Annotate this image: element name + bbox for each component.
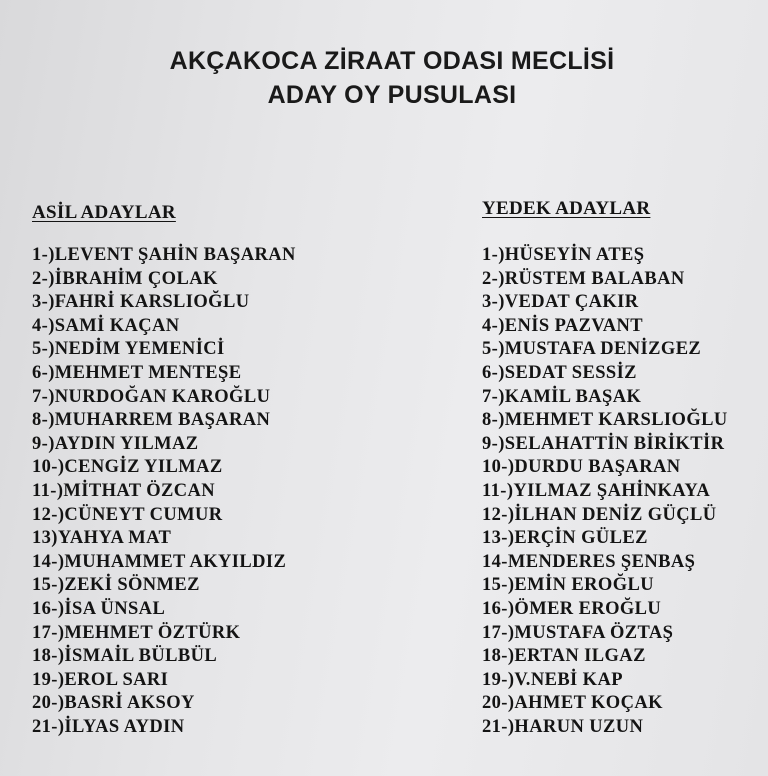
yedek-candidate-item: 9-)SELAHATTİN BİRİKTİR — [482, 433, 725, 454]
asil-candidate-item: 11-)MİTHAT ÖZCAN — [32, 480, 216, 501]
title-line-1: AKÇAKOCA ZİRAAT ODASI MECLİSİ — [169, 47, 615, 75]
asil-candidate-item: 14-)MUHAMMET AKYILDIZ — [32, 551, 287, 572]
asil-candidate-item: 5-)NEDİM YEMENİCİ — [32, 339, 225, 360]
yedek-candidate-item: 16-)ÖMER EROĞLU — [482, 598, 662, 619]
asil-candidate-item: 3-)FAHRİ KARSLIOĞLU — [32, 292, 250, 313]
yedek-candidate-item: 10-)DURDU BAŞARAN — [482, 457, 681, 478]
asil-candidate-item: 13)YAHYA MAT — [32, 528, 172, 549]
asil-candidates-column — [32, 196, 296, 739]
yedek-candidate-item: 17-)MUSTAFA ÖZTAŞ — [482, 622, 674, 643]
asil-candidate-list — [32, 244, 296, 739]
document-title — [8, 44, 768, 112]
asil-heading: ASİL ADAYLAR — [32, 202, 176, 223]
yedek-heading: YEDEK ADAYLAR — [482, 198, 651, 219]
yedek-candidate-item: 15-)EMİN EROĞLU — [482, 575, 654, 596]
yedek-candidate-list — [482, 244, 728, 739]
asil-candidate-item: 10-)CENGİZ YILMAZ — [32, 457, 223, 478]
asil-candidate-item: 6-)MEHMET MENTEŞE — [32, 362, 242, 383]
yedek-candidate-item: 1-)HÜSEYİN ATEŞ — [482, 245, 645, 265]
yedek-candidate-item: 2-)RÜSTEM BALABAN — [482, 268, 685, 289]
asil-candidate-item: 2-)İBRAHİM ÇOLAK — [32, 268, 218, 289]
yedek-candidate-item: 5-)MUSTAFA DENİZGEZ — [482, 339, 702, 360]
yedek-candidates-column — [482, 196, 728, 739]
asil-candidate-item: 9-)AYDIN YILMAZ — [32, 433, 199, 454]
asil-candidate-item: 15-)ZEKİ SÖNMEZ — [32, 575, 200, 596]
yedek-candidate-item: 14-MENDERES ŞENBAŞ — [482, 551, 696, 572]
asil-candidate-item: 12-)CÜNEYT CUMUR — [32, 504, 223, 525]
yedek-candidate-item: 21-)HARUN UZUN — [482, 716, 644, 737]
asil-candidate-item: 4-)SAMİ KAÇAN — [32, 315, 180, 336]
asil-candidate-item: 18-)İSMAİL BÜLBÜL — [32, 646, 218, 667]
asil-candidate-item: 20-)BASRİ AKSOY — [32, 693, 195, 714]
yedek-candidate-item: 12-)İLHAN DENİZ GÜÇLÜ — [482, 504, 717, 525]
yedek-candidate-item: 6-)SEDAT SESSİZ — [482, 362, 637, 383]
title-line-2: ADAY OY PUSULASI — [267, 81, 517, 109]
yedek-candidate-item: 7-)KAMİL BAŞAK — [482, 386, 642, 407]
yedek-candidate-item: 19-)V.NEBİ KAP — [482, 669, 623, 690]
asil-candidate-item: 8-)MUHARREM BAŞARAN — [32, 410, 271, 431]
yedek-candidate-item: 18-)ERTAN ILGAZ — [482, 646, 646, 667]
asil-candidate-item: 16-)İSA ÜNSAL — [32, 598, 166, 619]
yedek-candidate-item: 3-)VEDAT ÇAKIR — [482, 292, 639, 313]
yedek-candidate-item: 8-)MEHMET KARSLIOĞLU — [482, 410, 728, 431]
yedek-candidate-item: 13-)ERÇİN GÜLEZ — [482, 528, 648, 549]
yedek-candidate-item: 11-)YILMAZ ŞAHİNKAYA — [482, 480, 711, 501]
asil-candidate-item: 1-)LEVENT ŞAHİN BAŞARAN — [32, 245, 296, 265]
asil-candidate-item: 7-)NURDOĞAN KAROĞLU — [32, 386, 271, 407]
asil-candidate-item: 17-)MEHMET ÖZTÜRK — [32, 622, 241, 643]
asil-candidate-item: 19-)EROL SARI — [32, 669, 169, 690]
asil-candidate-item: 21-)İLYAS AYDIN — [32, 716, 185, 737]
yedek-candidate-item: 20-)AHMET KOÇAK — [482, 693, 663, 714]
yedek-candidate-item: 4-)ENİS PAZVANT — [482, 315, 644, 336]
